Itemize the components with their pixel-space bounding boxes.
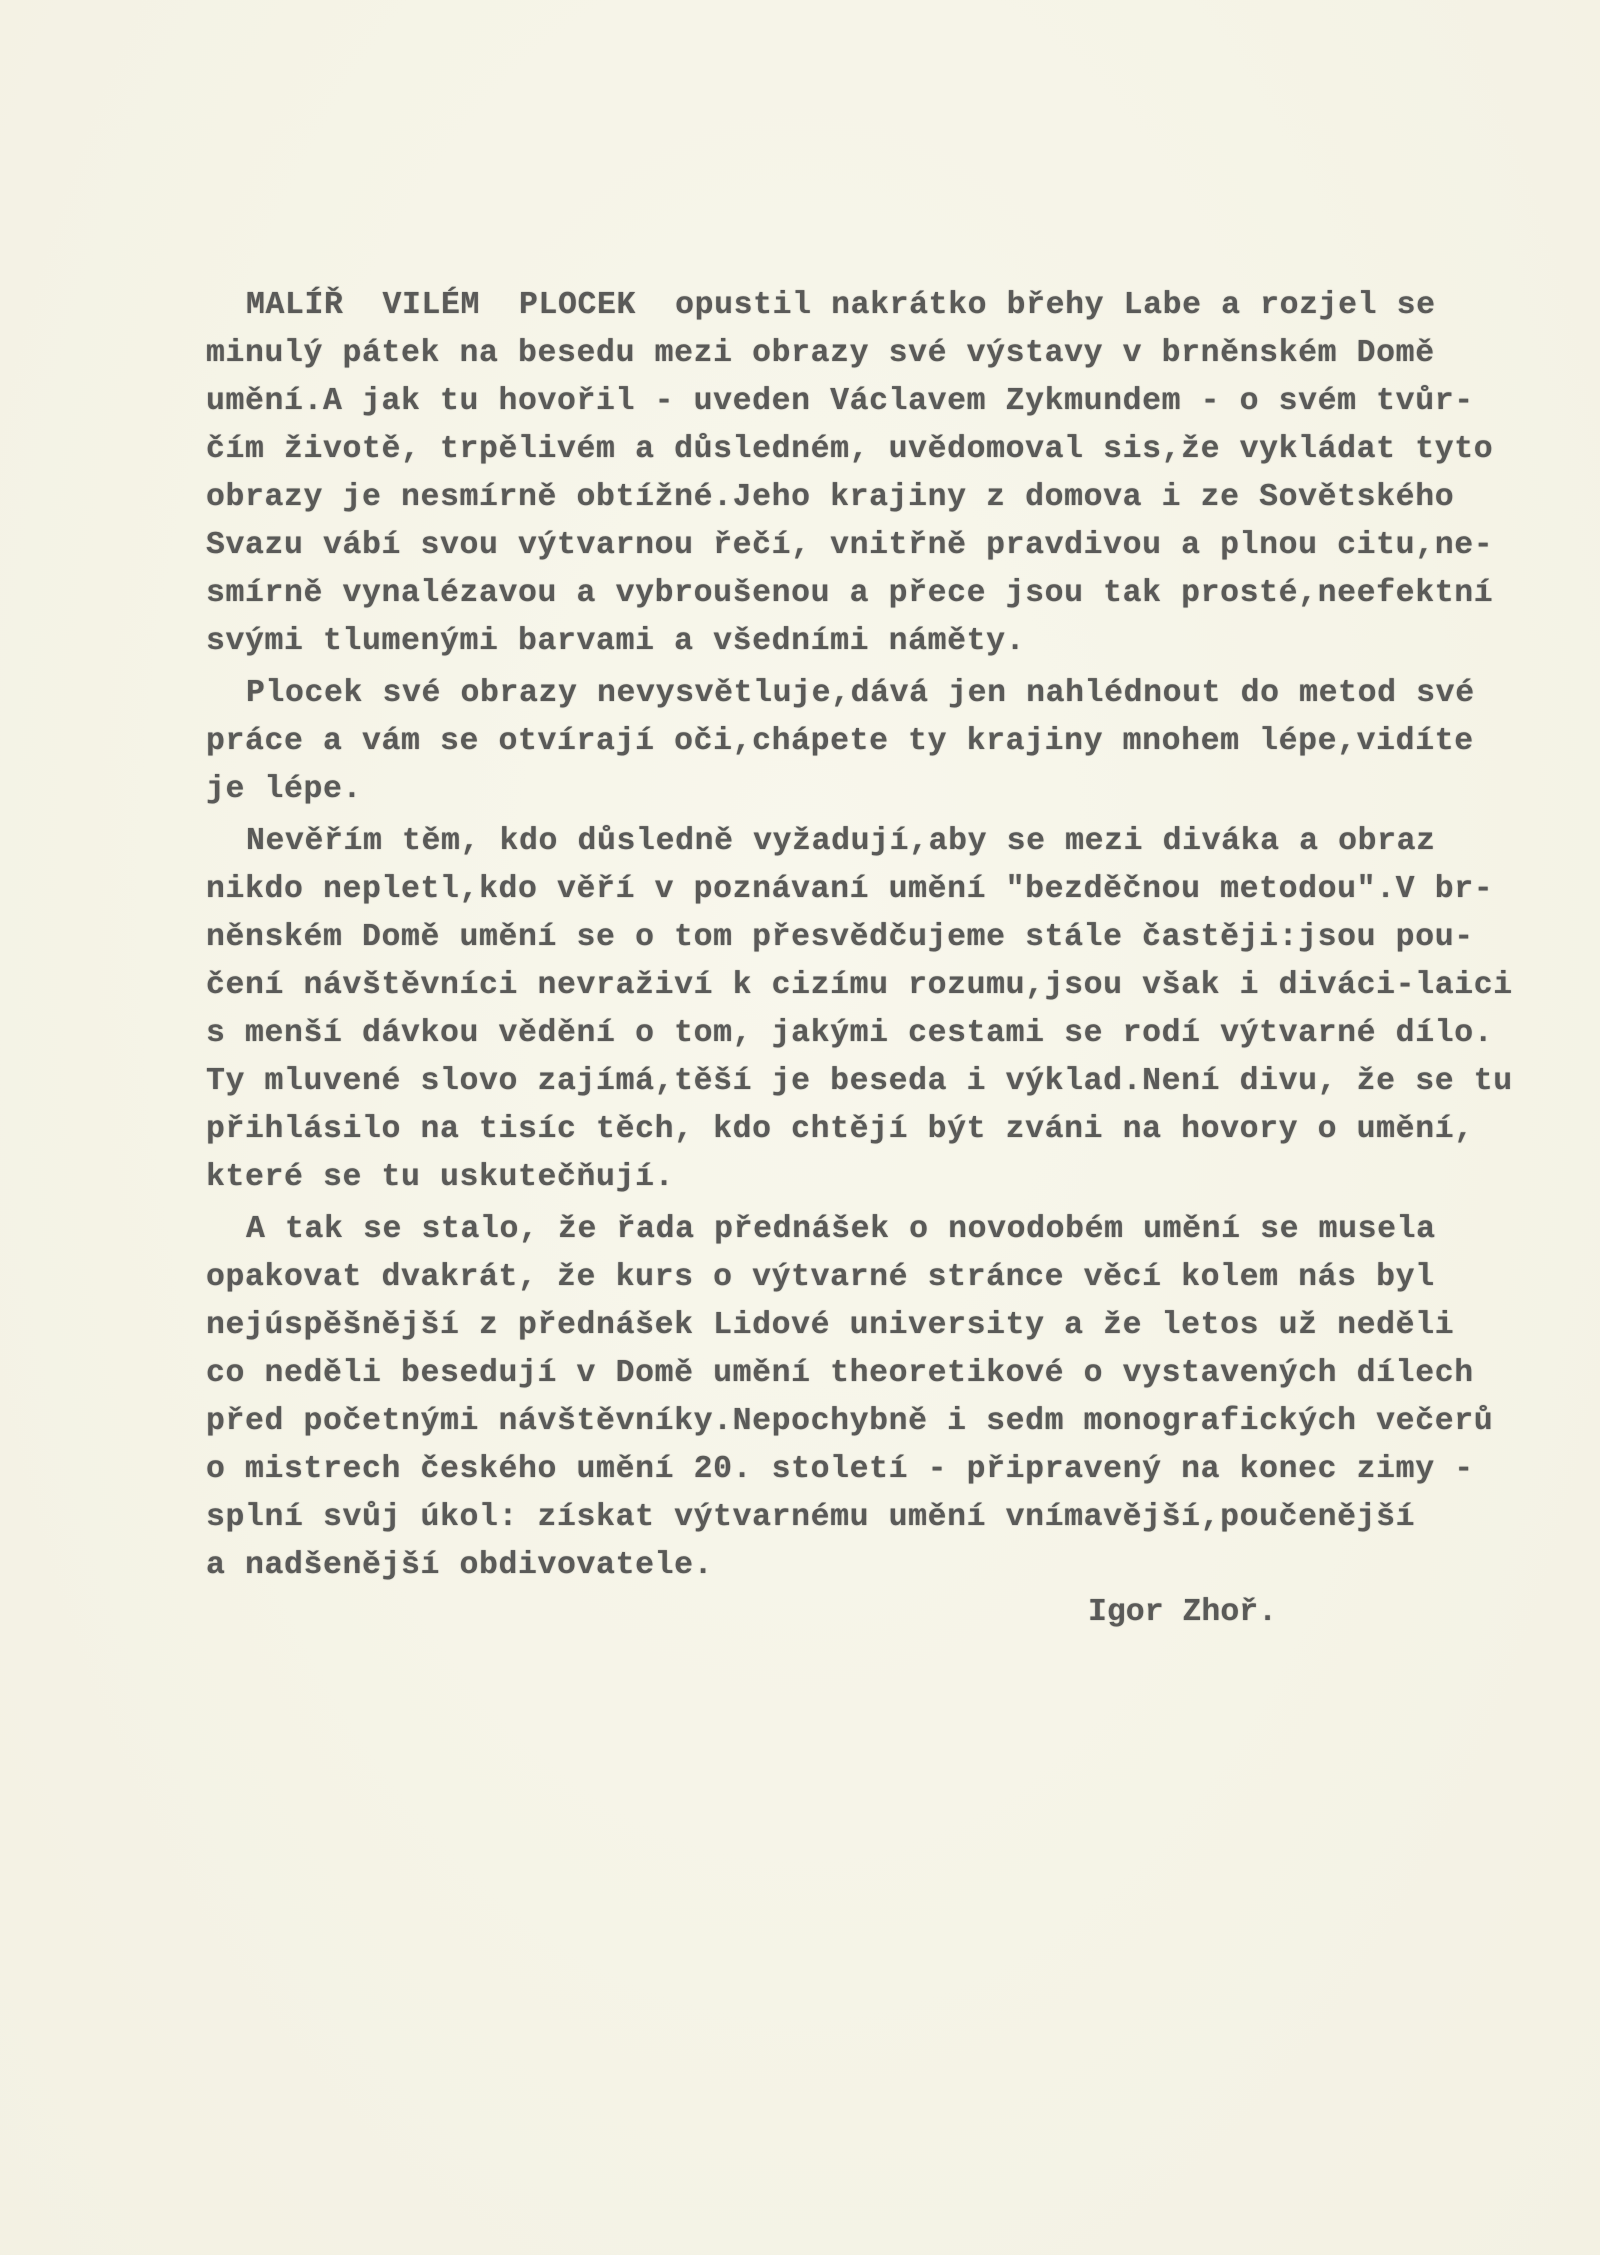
article-body [206, 282, 1513, 1594]
text-line: něnském Domě umění se o tom přesvědčujeme stále častěji:jsou pou- [206, 920, 1474, 955]
text-line: před početnými návštěvníky.Nepochybně i sedm monografických večerů [206, 1404, 1494, 1439]
paragraph-1 [206, 282, 1494, 666]
text-line: smírně vynalézavou a vybroušenou a přece jsou tak prosté,neefektní [206, 576, 1494, 611]
paragraph-2 [206, 670, 1486, 814]
text-line: opakovat dvakrát, že kurs o výtvarné stránce věcí kolem nás byl [206, 1260, 1435, 1295]
paragraph-4 [206, 1206, 1494, 1590]
text-line: čím životě, trpělivém a důsledném, uvědomoval sis,že vykládat tyto [206, 432, 1494, 467]
text-line: MALÍŘ VILÉM PLOCEK opustil nakrátko břehy Labe a rozjel se [246, 288, 1436, 323]
paragraph-3 [206, 818, 1513, 1202]
text-line: nejúspěšnější z přednášek Lidové university a že letos už neděli [206, 1308, 1455, 1343]
text-line: umění.A jak tu hovořil - uveden Václavem Zykmundem - o svém tvůr- [206, 384, 1474, 419]
text-line: které se tu uskutečňují. [206, 1160, 675, 1195]
text-line: přihlásilo na tisíc těch, kdo chtějí být zváni na hovory o umění, [206, 1112, 1474, 1147]
text-line: Nevěřím těm, kdo důsledně vyžadují,aby se mezi diváka a obraz [246, 824, 1436, 859]
text-line: Svazu vábí svou výtvarnou řečí, vnitřně pravdivou a plnou citu,ne- [206, 528, 1494, 563]
text-line: o mistrech českého umění 20. století - připravený na konec zimy - [206, 1452, 1474, 1487]
text-line: Plocek své obrazy nevysvětluje,dává jen nahlédnout do metod své [246, 676, 1475, 711]
text-line: nikdo nepletl,kdo věří v poznávaní umění "bezděčnou metodou".V br- [206, 872, 1494, 907]
text-line: a nadšenější obdivovatele. [206, 1548, 714, 1583]
text-line: práce a vám se otvírají oči,chápete ty krajiny mnohem lépe,vidíte [206, 724, 1474, 759]
text-line: obrazy je nesmírně obtížné.Jeho krajiny z domova i ze Sovětského [206, 480, 1455, 515]
author-signature: Igor Zhoř. [1088, 1595, 1278, 1630]
text-line: minulý pátek na besedu mezi obrazy své výstavy v brněnském Domě [206, 336, 1435, 371]
text-line: svými tlumenými barvami a všedními náměty. [206, 624, 1026, 659]
text-line: je lépe. [206, 772, 363, 807]
text-line: splní svůj úkol: získat výtvarnému umění vnímavější,poučenější [206, 1500, 1416, 1535]
text-line: s menší dávkou vědění o tom, jakými cestami se rodí výtvarné dílo. [206, 1016, 1494, 1051]
text-line: Ty mluvené slovo zajímá,těší je beseda i výklad.Není divu, že se tu [206, 1064, 1513, 1099]
text-line: co neděli besedují v Domě umění theoretikové o vystavených dílech [206, 1356, 1474, 1391]
text-line: A tak se stalo, že řada přednášek o novodobém umění se musela [246, 1212, 1436, 1247]
text-line: čení návštěvníci nevraživí k cizímu rozumu,jsou však i diváci-laici [206, 968, 1513, 1003]
